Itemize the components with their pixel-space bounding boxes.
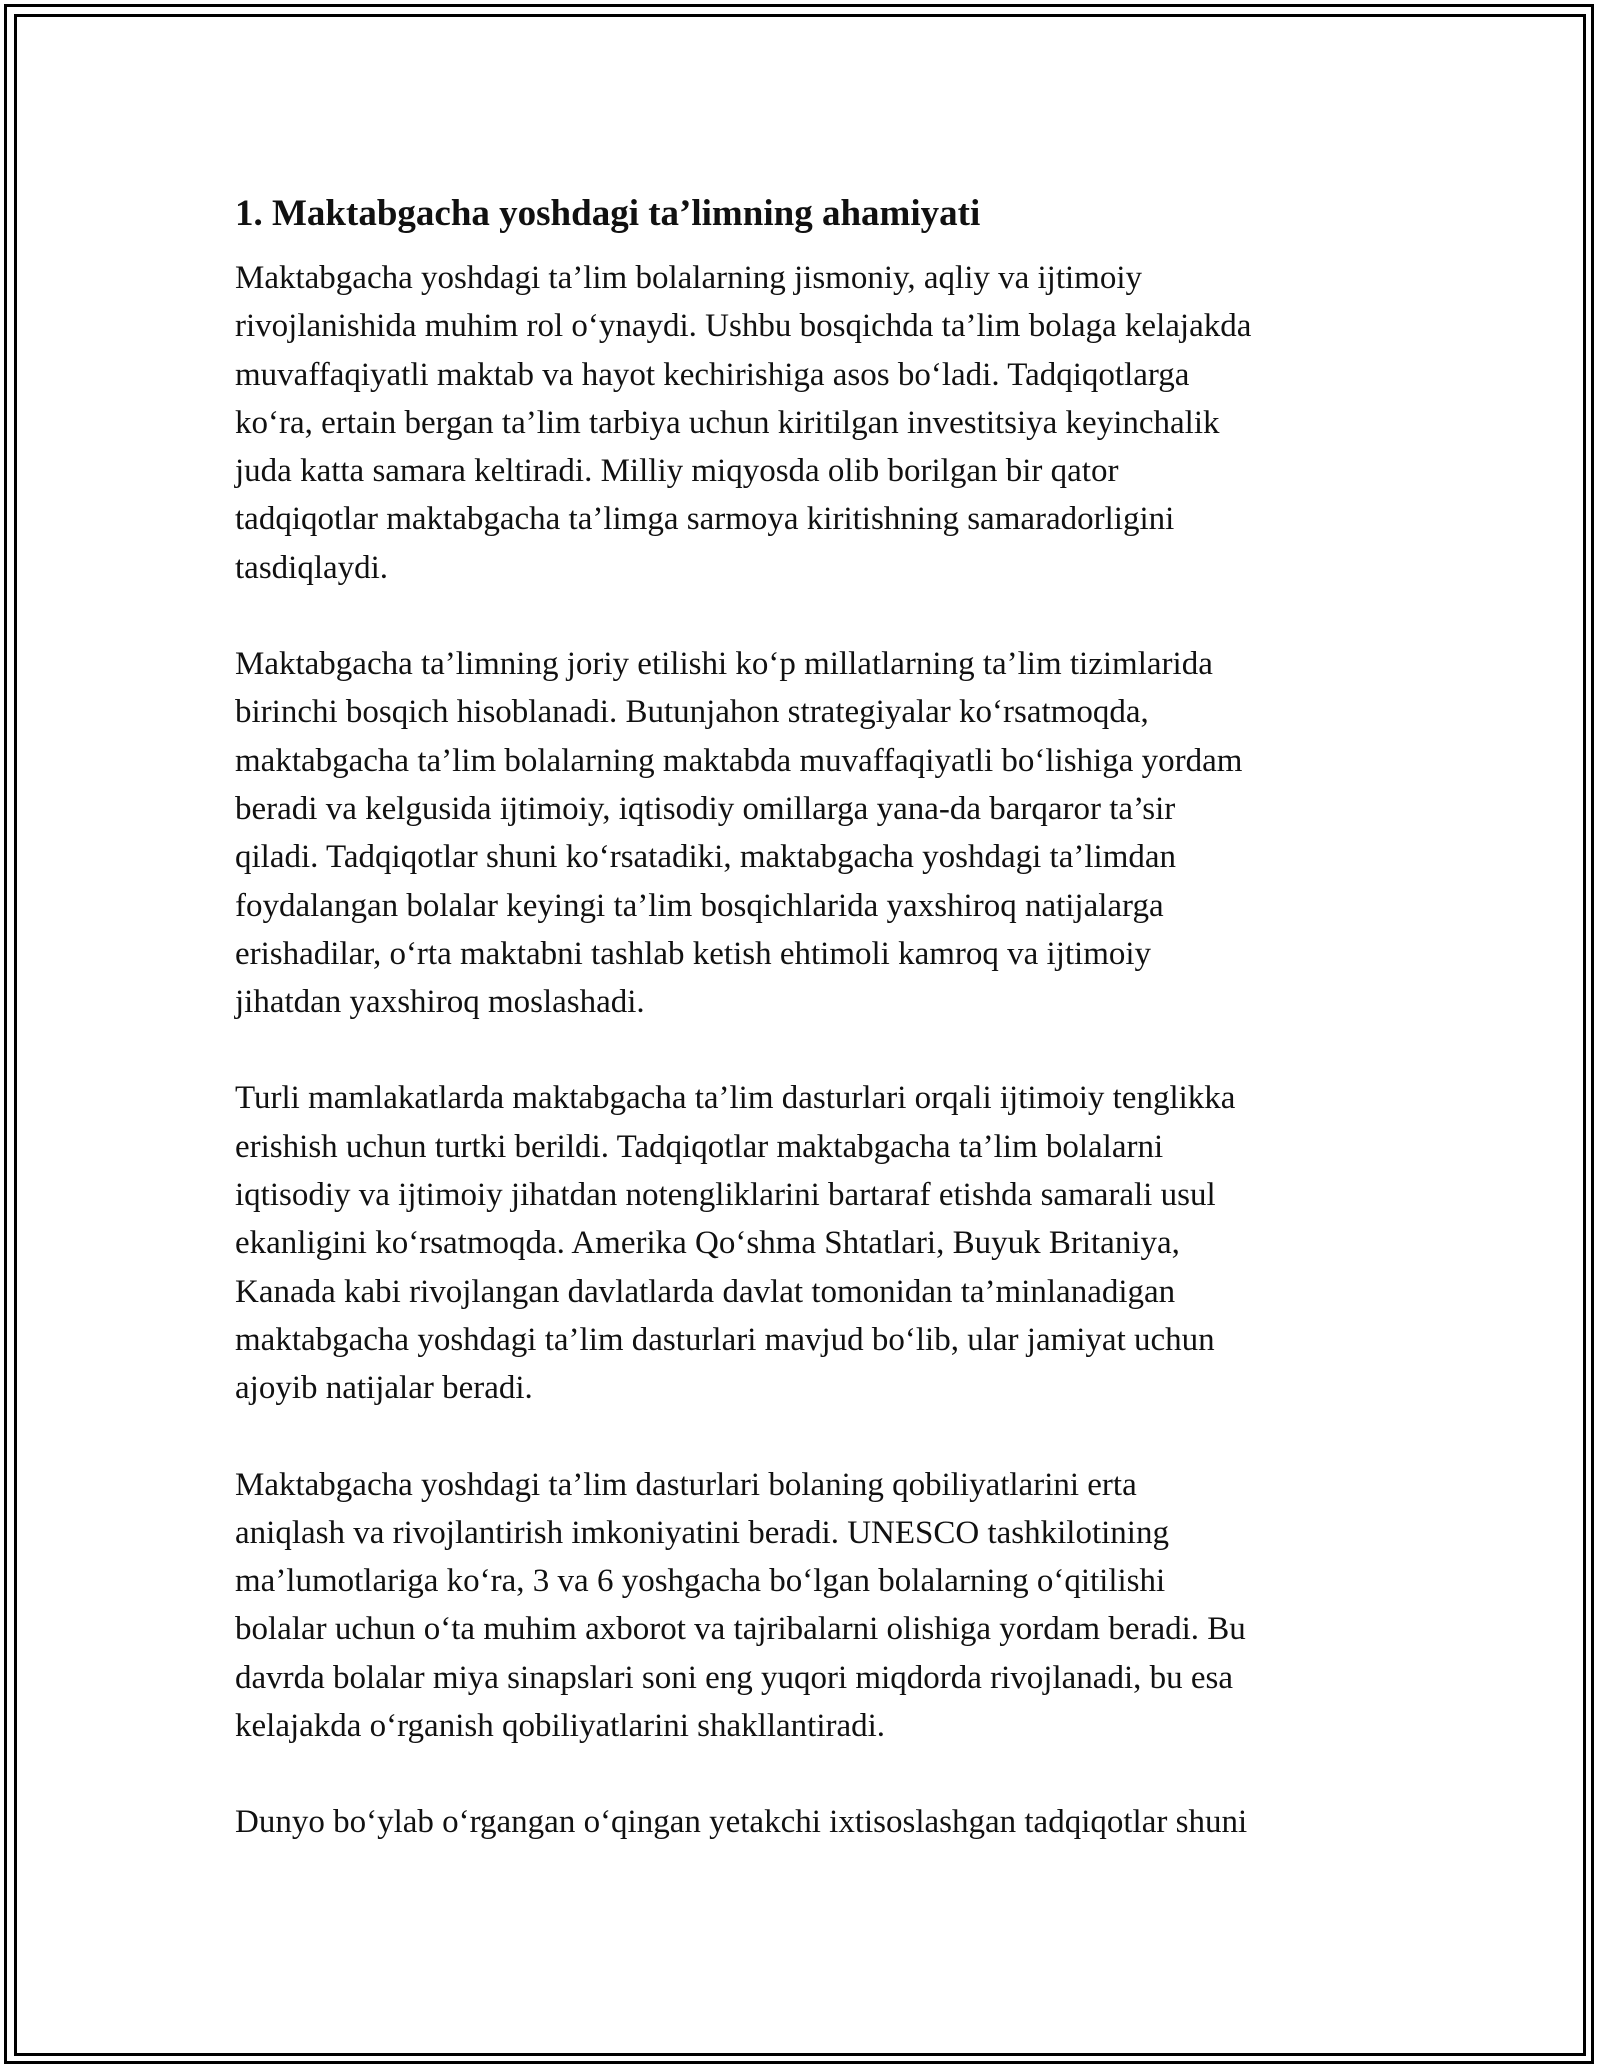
text-line: foydalangan bolalar keyingi ta’lim bosqichlarida yaxshiroq natijalarga (235, 887, 1164, 924)
section-heading: 1. Maktabgacha yoshdagi ta’limning ahamiyati (235, 193, 981, 234)
text-line: kelajakda o‘rganish qobiliyatlarini shakllantiradi. (235, 1708, 886, 1745)
text-line: muvaffaqiyatli maktab va hayot kechirishiga asos bo‘ladi. Tadqiqotlarga (235, 356, 1190, 393)
text-line: Turli mamlakatlarda maktabgacha ta’lim dasturlari orqali ijtimoiy tenglikka (235, 1080, 1236, 1117)
text-line: maktabgacha ta’lim bolalarning maktabda muvaffaqiyatli bo‘lishiga yordam (235, 742, 1243, 779)
text-line: Kanada kabi rivojlangan davlatlarda davlat tomonidan ta’minlanadigan (235, 1273, 1176, 1310)
text-line: beradi va kelgusida ijtimoiy, iqtisodiy omillarga yana-da barqaror ta’sir (235, 790, 1176, 827)
text-line: maktabgacha yoshdagi ta’lim dasturlari mavjud bo‘lib, ular jamiyat uchun (235, 1321, 1215, 1358)
paragraph-5 (235, 1798, 1375, 1846)
text-line: birinchi bosqich hisoblanadi. Butunjahon strategiyalar ko‘rsatmoqda, (235, 694, 1149, 731)
text-line: Maktabgacha yoshdagi ta’lim bolalarning jismoniy, aqliy va ijtimoiy (235, 260, 1143, 296)
text-line: jihatdan yaxshiroq moslashadi. (235, 984, 645, 1021)
text-line: ma’lumotlariga ko‘ra, 3 va 6 yoshgacha bo‘lgan bolalarning o‘qitilishi (235, 1563, 1166, 1600)
text-line: Maktabgacha yoshdagi ta’lim dasturlari bolaning qobiliyatlarini erta (235, 1466, 1137, 1503)
paragraph-3 (235, 1074, 1375, 1412)
text-line: ko‘ra, ertain bergan ta’lim tarbiya uchun kiritilgan investitsiya keyinchalik (235, 404, 1220, 441)
text-line: ekanligini ko‘rsatmoqda. Amerika Qo‘shma Shtatlari, Buyuk Britaniya, (235, 1225, 1180, 1262)
text-line: bolalar uchun o‘ta muhim axborot va tajribalarni olishiga yordam beradi. Bu (235, 1611, 1246, 1648)
text-line: juda katta samara keltiradi. Milliy miqyosda olib borilgan bir qator (235, 453, 1119, 490)
document-body (235, 188, 1375, 1895)
text-line: Dunyo bo‘ylab o‘rgangan o‘qingan yetakchi ixtisoslashgan tadqiqotlar shuni (235, 1804, 1248, 1841)
text-line: iqtisodiy va ijtimoiy jihatdan notengliklarini bartaraf etishda samarali usul (235, 1177, 1216, 1214)
text-line: Maktabgacha ta’limning joriy etilishi ko‘p millatlarning ta’lim tizimlarida (235, 646, 1213, 683)
text-line: ajoyib natijalar beradi. (235, 1370, 533, 1407)
text-line: aniqlash va rivojlantirish imkoniyatini beradi. UNESCO tashkilotining (235, 1514, 1169, 1551)
paragraph-4 (235, 1461, 1375, 1751)
text-line: tadqiqotlar maktabgacha ta’limga sarmoya kiritishning samaradorligini (235, 501, 1175, 538)
paragraph-1 (235, 254, 1375, 592)
text-line: qiladi. Tadqiqotlar shuni ko‘rsatadiki, maktabgacha yoshdagi ta’limdan (235, 839, 1177, 876)
paragraph-2 (235, 640, 1375, 1026)
text-line: rivojlanishida muhim rol o‘ynaydi. Ushbu bosqichda ta’lim bolaga kelajakda (235, 308, 1252, 345)
text-line: tasdiqlaydi. (235, 549, 389, 586)
text-line: erishish uchun turtki berildi. Tadqiqotlar maktabgacha ta’lim bolalarni (235, 1128, 1164, 1165)
text-line: erishadilar, o‘rta maktabni tashlab ketish ehtimoli kamroq va ijtimoiy (235, 935, 1152, 972)
text-line: davrda bolalar miya sinapslari soni eng yuqori miqdorda rivojlanadi, bu esa (235, 1659, 1233, 1696)
